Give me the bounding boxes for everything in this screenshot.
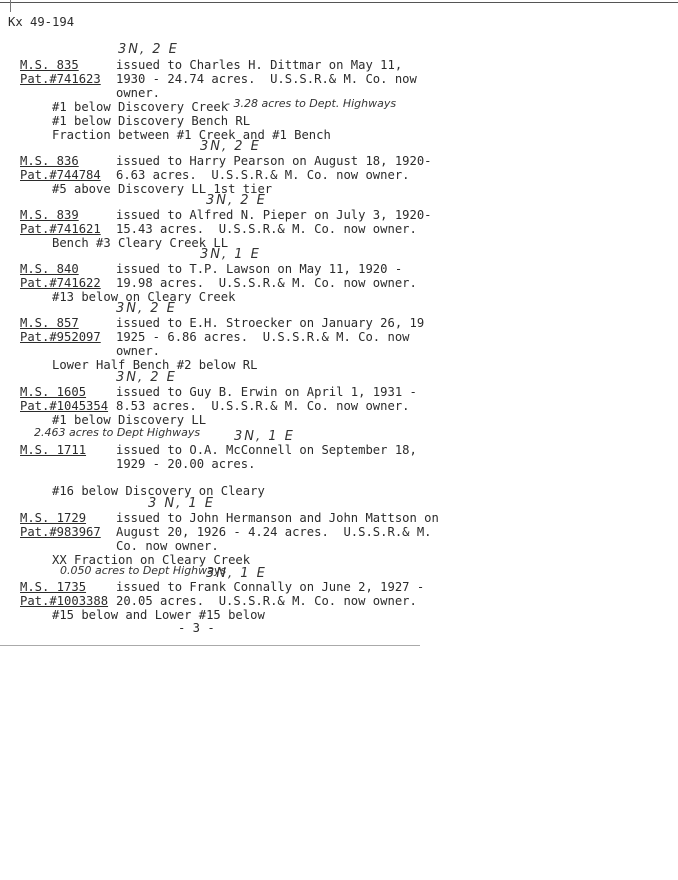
handwritten-note: 2.463 acres to Dept Highways xyxy=(34,426,201,439)
entry-line: issued to O.A. McConnell on September 18, xyxy=(116,443,417,457)
corner-mark xyxy=(0,0,11,12)
ms-number: M.S. 840 xyxy=(20,262,79,276)
location-line: #15 below and Lower #15 below xyxy=(52,608,265,622)
entry-line: owner. xyxy=(116,344,161,358)
location-line: #5 above Discovery LL 1st tier xyxy=(52,182,273,196)
handwritten-note: 0.050 acres to Dept Highways xyxy=(60,564,227,577)
location-line: #1 below Discovery LL xyxy=(52,413,207,427)
location-line: Fraction between #1 Creek and #1 Bench xyxy=(52,128,331,142)
reference-header: Kx 49-194 xyxy=(8,15,75,29)
location-line: #1 below Discovery Bench RL xyxy=(52,114,251,128)
coordinate-note: 3N, 1 E xyxy=(200,247,261,262)
entry-line: issued to John Hermanson and John Mattson on xyxy=(116,511,439,525)
entry-line: 15.43 acres. U.S.S.R.& M. Co. now owner. xyxy=(116,222,417,236)
coordinate-note: 3N, 2 E xyxy=(116,370,177,385)
bottom-border-line xyxy=(0,645,420,646)
entry-line: 1930 - 24.74 acres. U.S.S.R.& M. Co. now xyxy=(116,72,417,86)
entry-line: issued to Frank Connally on June 2, 1927 - xyxy=(116,580,425,594)
entry-line: 1929 - 20.00 acres. xyxy=(116,457,256,471)
ms-number: M.S. 1605 xyxy=(20,385,87,399)
ms-number: M.S. 1729 xyxy=(20,511,87,525)
patent-number: Pat.#1045354 xyxy=(20,399,109,413)
entry-line: 20.05 acres. U.S.S.R.& M. Co. now owner. xyxy=(116,594,417,608)
patent-number: Pat.#983967 xyxy=(20,525,101,539)
coordinate-note: 3N, 2 E xyxy=(200,139,261,154)
coordinate-note: 3N, 1 E xyxy=(234,429,295,444)
coordinate-note: 3N, 2 E xyxy=(206,193,267,208)
coordinate-note: 3N, 1 E xyxy=(206,566,267,581)
page-number: - 3 - xyxy=(178,621,215,635)
location-line: Lower Half Bench #2 below RL xyxy=(52,358,258,372)
patent-number: Pat.#744784 xyxy=(20,168,101,182)
patent-number: Pat.#1003388 xyxy=(20,594,109,608)
location-line: XX Fraction on Cleary Creek xyxy=(52,553,251,567)
location-line: #1 below Discovery Creek xyxy=(52,100,229,114)
ms-number: M.S. 1711 xyxy=(20,443,87,457)
top-border-line xyxy=(0,2,678,3)
entry-line: issued to Charles H. Dittmar on May 11, xyxy=(116,58,403,72)
entry-line: issued to E.H. Stroecker on January 26, 19 xyxy=(116,316,425,330)
coordinate-note: 3N, 2 E xyxy=(116,301,177,316)
entry-line: issued to Harry Pearson on August 18, 1920- xyxy=(116,154,432,168)
ms-number: M.S. 839 xyxy=(20,208,79,222)
entry-line: owner. xyxy=(116,86,161,100)
location-line: #16 below Discovery on Cleary xyxy=(52,484,265,498)
ms-number: M.S. 836 xyxy=(20,154,79,168)
handwritten-note: - 3.28 acres to Dept. Highways xyxy=(226,97,397,110)
entry-line: 1925 - 6.86 acres. U.S.S.R.& M. Co. now xyxy=(116,330,410,344)
location-line: #13 below on Cleary Creek xyxy=(52,290,236,304)
ms-number: M.S. 1735 xyxy=(20,580,87,594)
entry-line: issued to T.P. Lawson on May 11, 1920 - xyxy=(116,262,403,276)
entry-line: 8.53 acres. U.S.S.R.& M. Co. now owner. xyxy=(116,399,410,413)
patent-number: Pat.#741621 xyxy=(20,222,101,236)
patent-number: Pat.#741623 xyxy=(20,72,101,86)
coordinate-note: 3 N, 1 E xyxy=(148,496,216,511)
coordinate-note: 3N, 2 E xyxy=(118,42,179,57)
patent-number: Pat.#952097 xyxy=(20,330,101,344)
patent-number: Pat.#741622 xyxy=(20,276,101,290)
entry-line: 19.98 acres. U.S.S.R.& M. Co. now owner. xyxy=(116,276,417,290)
ms-number: M.S. 835 xyxy=(20,58,79,72)
entry-line: issued to Alfred N. Pieper on July 3, 1920- xyxy=(116,208,432,222)
entry-line: issued to Guy B. Erwin on April 1, 1931 - xyxy=(116,385,417,399)
entry-line: Co. now owner. xyxy=(116,539,219,553)
ms-number: M.S. 857 xyxy=(20,316,79,330)
entry-line: 6.63 acres. U.S.S.R.& M. Co. now owner. xyxy=(116,168,410,182)
location-line: Bench #3 Cleary Creek LL xyxy=(52,236,229,250)
entry-line: August 20, 1926 - 4.24 acres. U.S.S.R.& M. xyxy=(116,525,432,539)
